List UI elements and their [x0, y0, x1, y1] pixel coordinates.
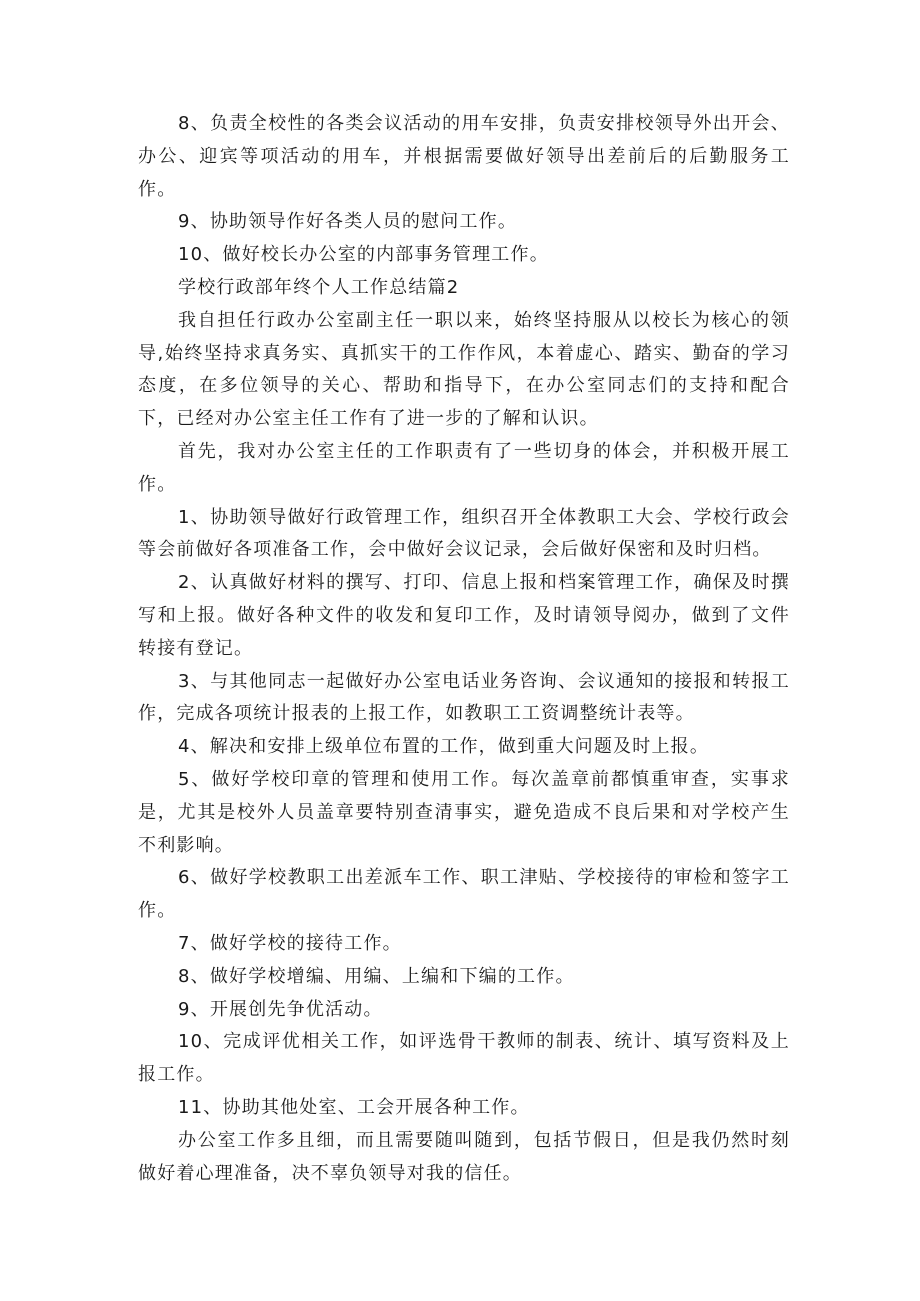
paragraph-item-10-internal-affairs: 10、做好校长办公室的内部事务管理工作。 [178, 244, 549, 266]
section-heading: 学校行政部年终个人工作总结篇2 [178, 276, 460, 298]
list-item-9: 9、开展创先争优活动。 [178, 998, 383, 1020]
list-item-8: 8、做好学校增编、用编、上编和下编的工作。 [178, 965, 575, 987]
document-body [138, 108, 790, 1190]
list-item-10: 10、完成评优相关工作，如评选骨干教师的制表、统计、填写资料及上报工作。 [138, 1031, 790, 1086]
list-item-6: 6、做好学校教职工出差派车工作、职工津贴、学校接待的审检和签字工作。 [138, 867, 790, 922]
list-item-11: 11、协助其他处室、工会开展各种工作。 [178, 1096, 530, 1118]
list-item-3: 3、与其他同志一起做好办公室电话业务咨询、会议通知的接报和转报工作，完成各项统计报表的上报工作，如教职工工资调整统计表等。 [138, 670, 790, 725]
list-item-4: 4、解决和安排上级单位布置的工作，做到重大问题及时上报。 [178, 736, 710, 758]
paragraph-intro: 我自担任行政办公室副主任一职以来，始终坚持服从以校长为核心的领导,始终坚持求真务实、真抓实干的工作作风，本着虚心、踏实、勤奋的学习态度，在多位领导的关心、帮助和指导下，在办公室同志们的支持和配合下，已经对办公室主任工作有了进一步的了解和认识。 [138, 309, 790, 430]
list-item-1: 1、协助领导做好行政管理工作，组织召开全体教职工大会、学校行政会等会前做好各项准备工作，会中做好会议记录，会后做好保密和及时归档。 [138, 506, 790, 561]
list-item-2: 2、认真做好材料的撰写、打印、信息上报和档案管理工作，确保及时撰写和上报。做好各种文件的收发和复印工作，及时请领导阅办，做到了文件转接有登记。 [138, 572, 790, 659]
paragraph-item-9-condolence: 9、协助领导作好各类人员的慰问工作。 [178, 211, 518, 233]
list-item-5: 5、做好学校印章的管理和使用工作。每次盖章前都慎重审查，实事求是，尤其是校外人员盖章要特别查清事实，避免造成不良后果和对学校产生不利影响。 [138, 768, 790, 856]
paragraph-first: 首先，我对办公室主任的工作职责有了一些切身的体会，并积极开展工作。 [138, 440, 790, 495]
paragraph-item-8-vehicles: 8、负责全校性的各类会议活动的用车安排，负责安排校领导外出开会、办公、迎宾等项活动的用车，并根据需要做好领导出差前后的后勤服务工作。 [138, 113, 790, 200]
paragraph-closing: 办公室工作多且细，而且需要随叫随到，包括节假日，但是我仍然时刻做好着心理准备，决不辜负领导对我的信任。 [138, 1129, 790, 1184]
list-item-7: 7、做好学校的接待工作。 [178, 932, 402, 954]
